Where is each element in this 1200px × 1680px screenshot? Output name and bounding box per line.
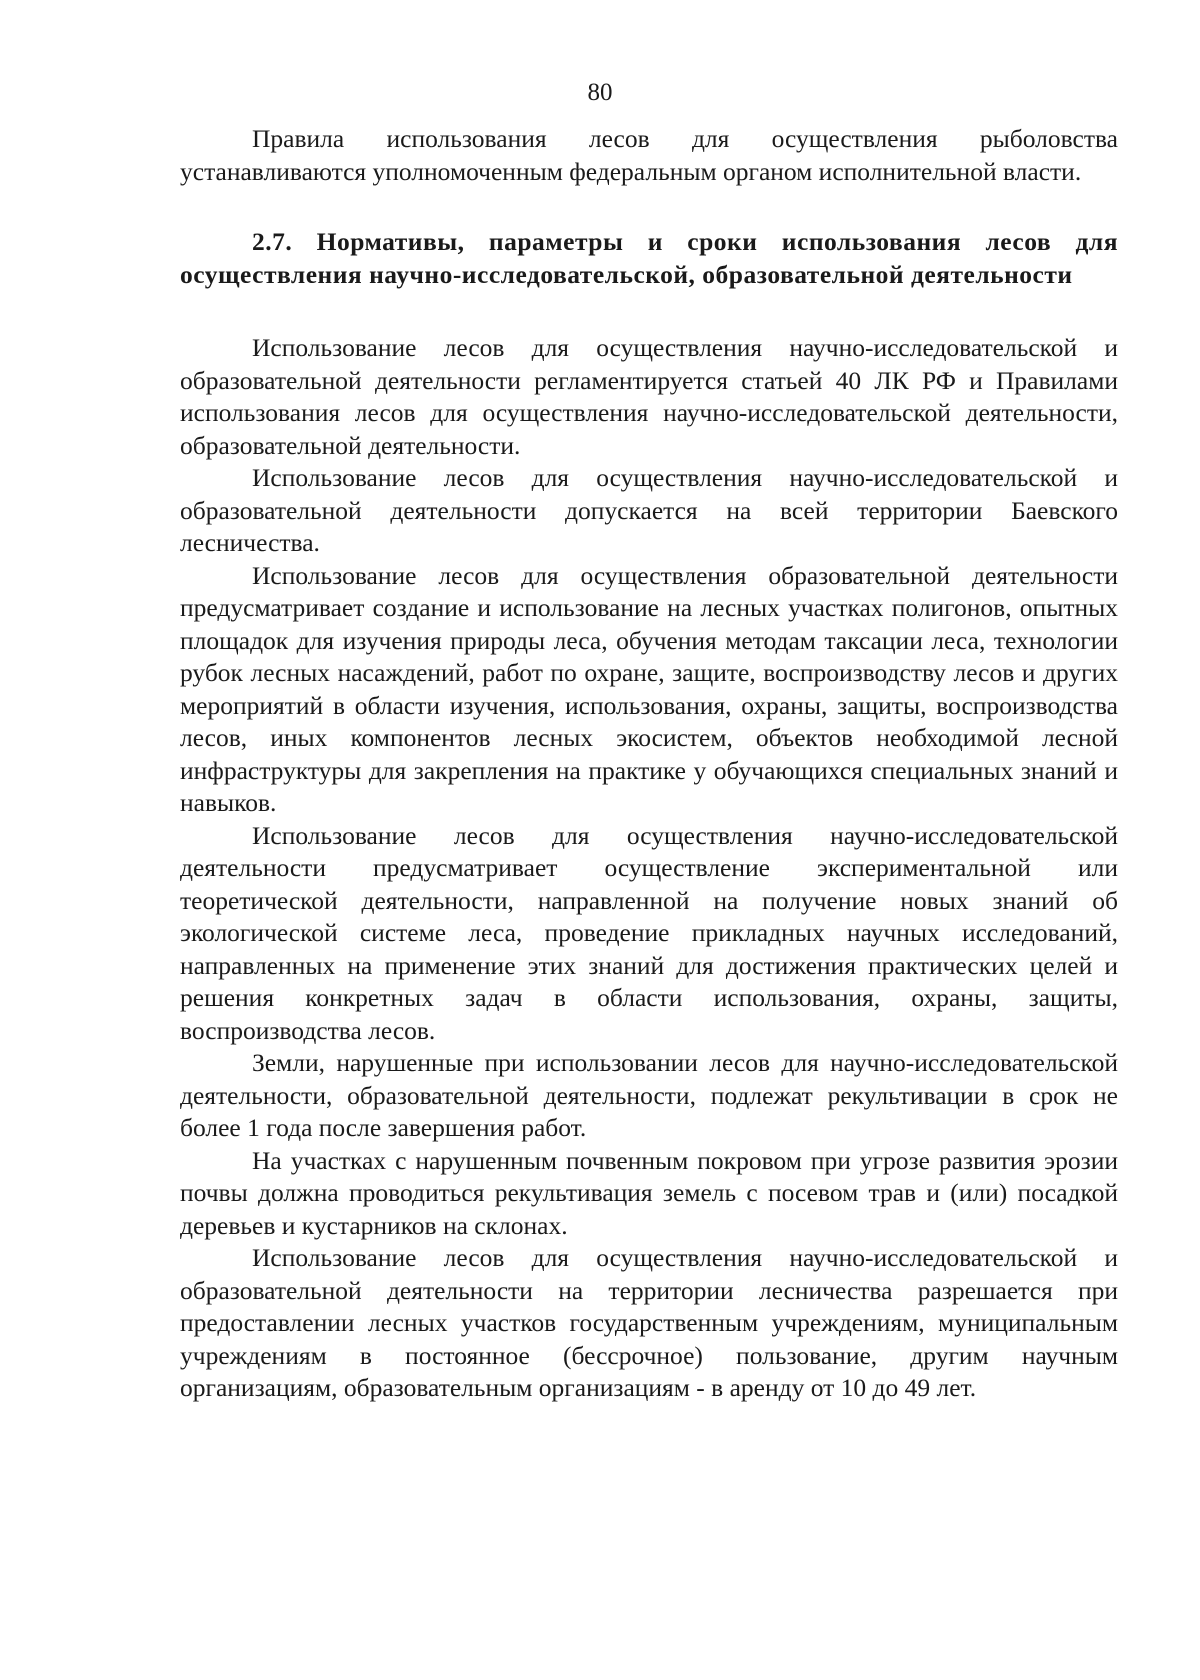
- paragraph-educational-activity: Использование лесов для осуществления образовательной деятельности предусматривает создание и использование на лесных участках полигонов, опытных площадок для изучения природы леса, обучения методам таксации леса, технологии рубок лесных насаждений, работ по охране, защите, воспроизводству лесов и других мероприятий в области изучения, использования, охраны, защиты, воспроизводства лесов, иных компонентов лесных экосистем, объектов необходимой лесной инфраструктуры для закрепления на практике у обучающихся специальных знаний и навыков.: [180, 560, 1118, 817]
- paragraph-territory: Использование лесов для осуществления научно-исследовательской и образовательной деятельности допускается на всей территории Баевского лесничества.: [180, 463, 1118, 557]
- paragraph-lease-terms: Использование лесов для осуществления научно-исследовательской и образовательной деятельности на территории лесничества разрешается при предоставлении лесных участков государственным учреждениям, муниципальным учреждениям в постоянное (бессрочное) пользование, другим научным организациям, образовательным организациям - в аренду от 10 до 49 лет.: [180, 1243, 1118, 1402]
- paragraph-erosion: На участках с нарушенным почвенным покровом при угрозе развития эрозии почвы должна проводиться рекультивация земель с посевом трав и (или) посадкой деревьев и кустарников на склонах.: [180, 1145, 1118, 1240]
- document-body: [180, 123, 1118, 1405]
- paragraph-regulation: Использование лесов для осуществления научно-исследовательской и образовательной деятельности регламентируется статьей 40 ЛК РФ и Правилами использования лесов для осуществления научно-исследовательской деятельности, образовательной деятельности.: [180, 333, 1118, 460]
- paragraph-land-reclamation: Земли, нарушенные при использовании лесов для научно-исследовательской деятельности, образовательной деятельности, подлежат рекультивации в срок не более 1 года после завершения работ.: [180, 1048, 1118, 1142]
- section-heading: 2.7. Нормативы, параметры и сроки использования лесов для осуществления научно-исследовательской, образовательной деятельности: [180, 227, 1118, 289]
- paragraph-research-activity: Использование лесов для осуществления научно-исследовательской деятельности предусматривает осуществление экспериментальной или теоретической деятельности, направленной на получение новых знаний об экологической системе леса, проведение прикладных научных исследований, направленных на применение этих знаний для достижения практических целей и решения конкретных задач в области использования, охраны, защиты, воспроизводства лесов.: [180, 820, 1118, 1045]
- page-number: 80: [587, 79, 613, 106]
- intro-paragraph: Правила использования лесов для осуществления рыболовства устанавливаются уполномоченным федеральным органом исполнительной власти.: [180, 124, 1118, 186]
